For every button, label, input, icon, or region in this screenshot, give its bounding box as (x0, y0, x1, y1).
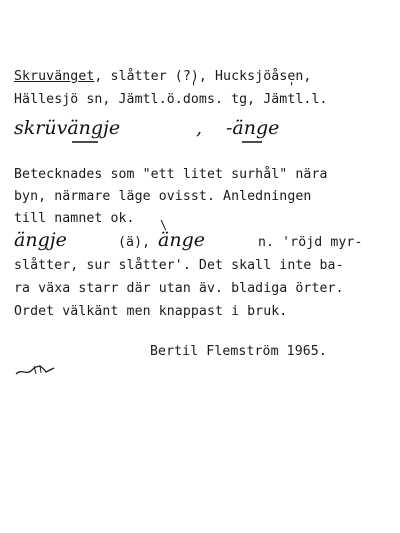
handwritten-underline (70, 138, 100, 146)
line-6-mid: (ä), (118, 235, 151, 250)
line-1-rest: , slåtter (?), Hucksjöåsen, (94, 69, 312, 84)
line-1 (14, 69, 311, 85)
handwritten-form-2: -änge (226, 117, 280, 139)
headword: Skruvänget (14, 69, 95, 84)
line-8: ra växa starr där utan äv. bladiga örter. (14, 281, 344, 296)
line-6-rest: n. 'röjd myr- (258, 235, 363, 250)
line-7: slåtter, sur slåtter'. Det skall inte ba- (14, 258, 344, 273)
handwritten-form-4: änge (158, 229, 205, 251)
line-4: byn, närmare läge ovisst. Anledningen (14, 189, 312, 204)
accent-mark: \ (160, 218, 168, 232)
accent-mark: ' (288, 80, 296, 94)
handwritten-separator: , (196, 117, 203, 139)
line-2: Hällesjö sn, Jämtl.ö.doms. tg, Jämtl.l. (14, 92, 328, 107)
pen-scribble (14, 362, 56, 378)
accent-mark: ' (190, 80, 198, 94)
handwritten-form-3: ängje (14, 229, 67, 251)
signature: Bertil Flemström 1965. (150, 344, 327, 359)
line-5: till namnet ok. (14, 211, 135, 226)
line-9: Ordet välkänt men knappast i bruk. (14, 304, 288, 319)
handwritten-form-1: skrüvängje (14, 117, 121, 139)
handwritten-underline (240, 138, 264, 146)
line-3: Betecknades som "ett litet surhål" nära (14, 167, 328, 182)
